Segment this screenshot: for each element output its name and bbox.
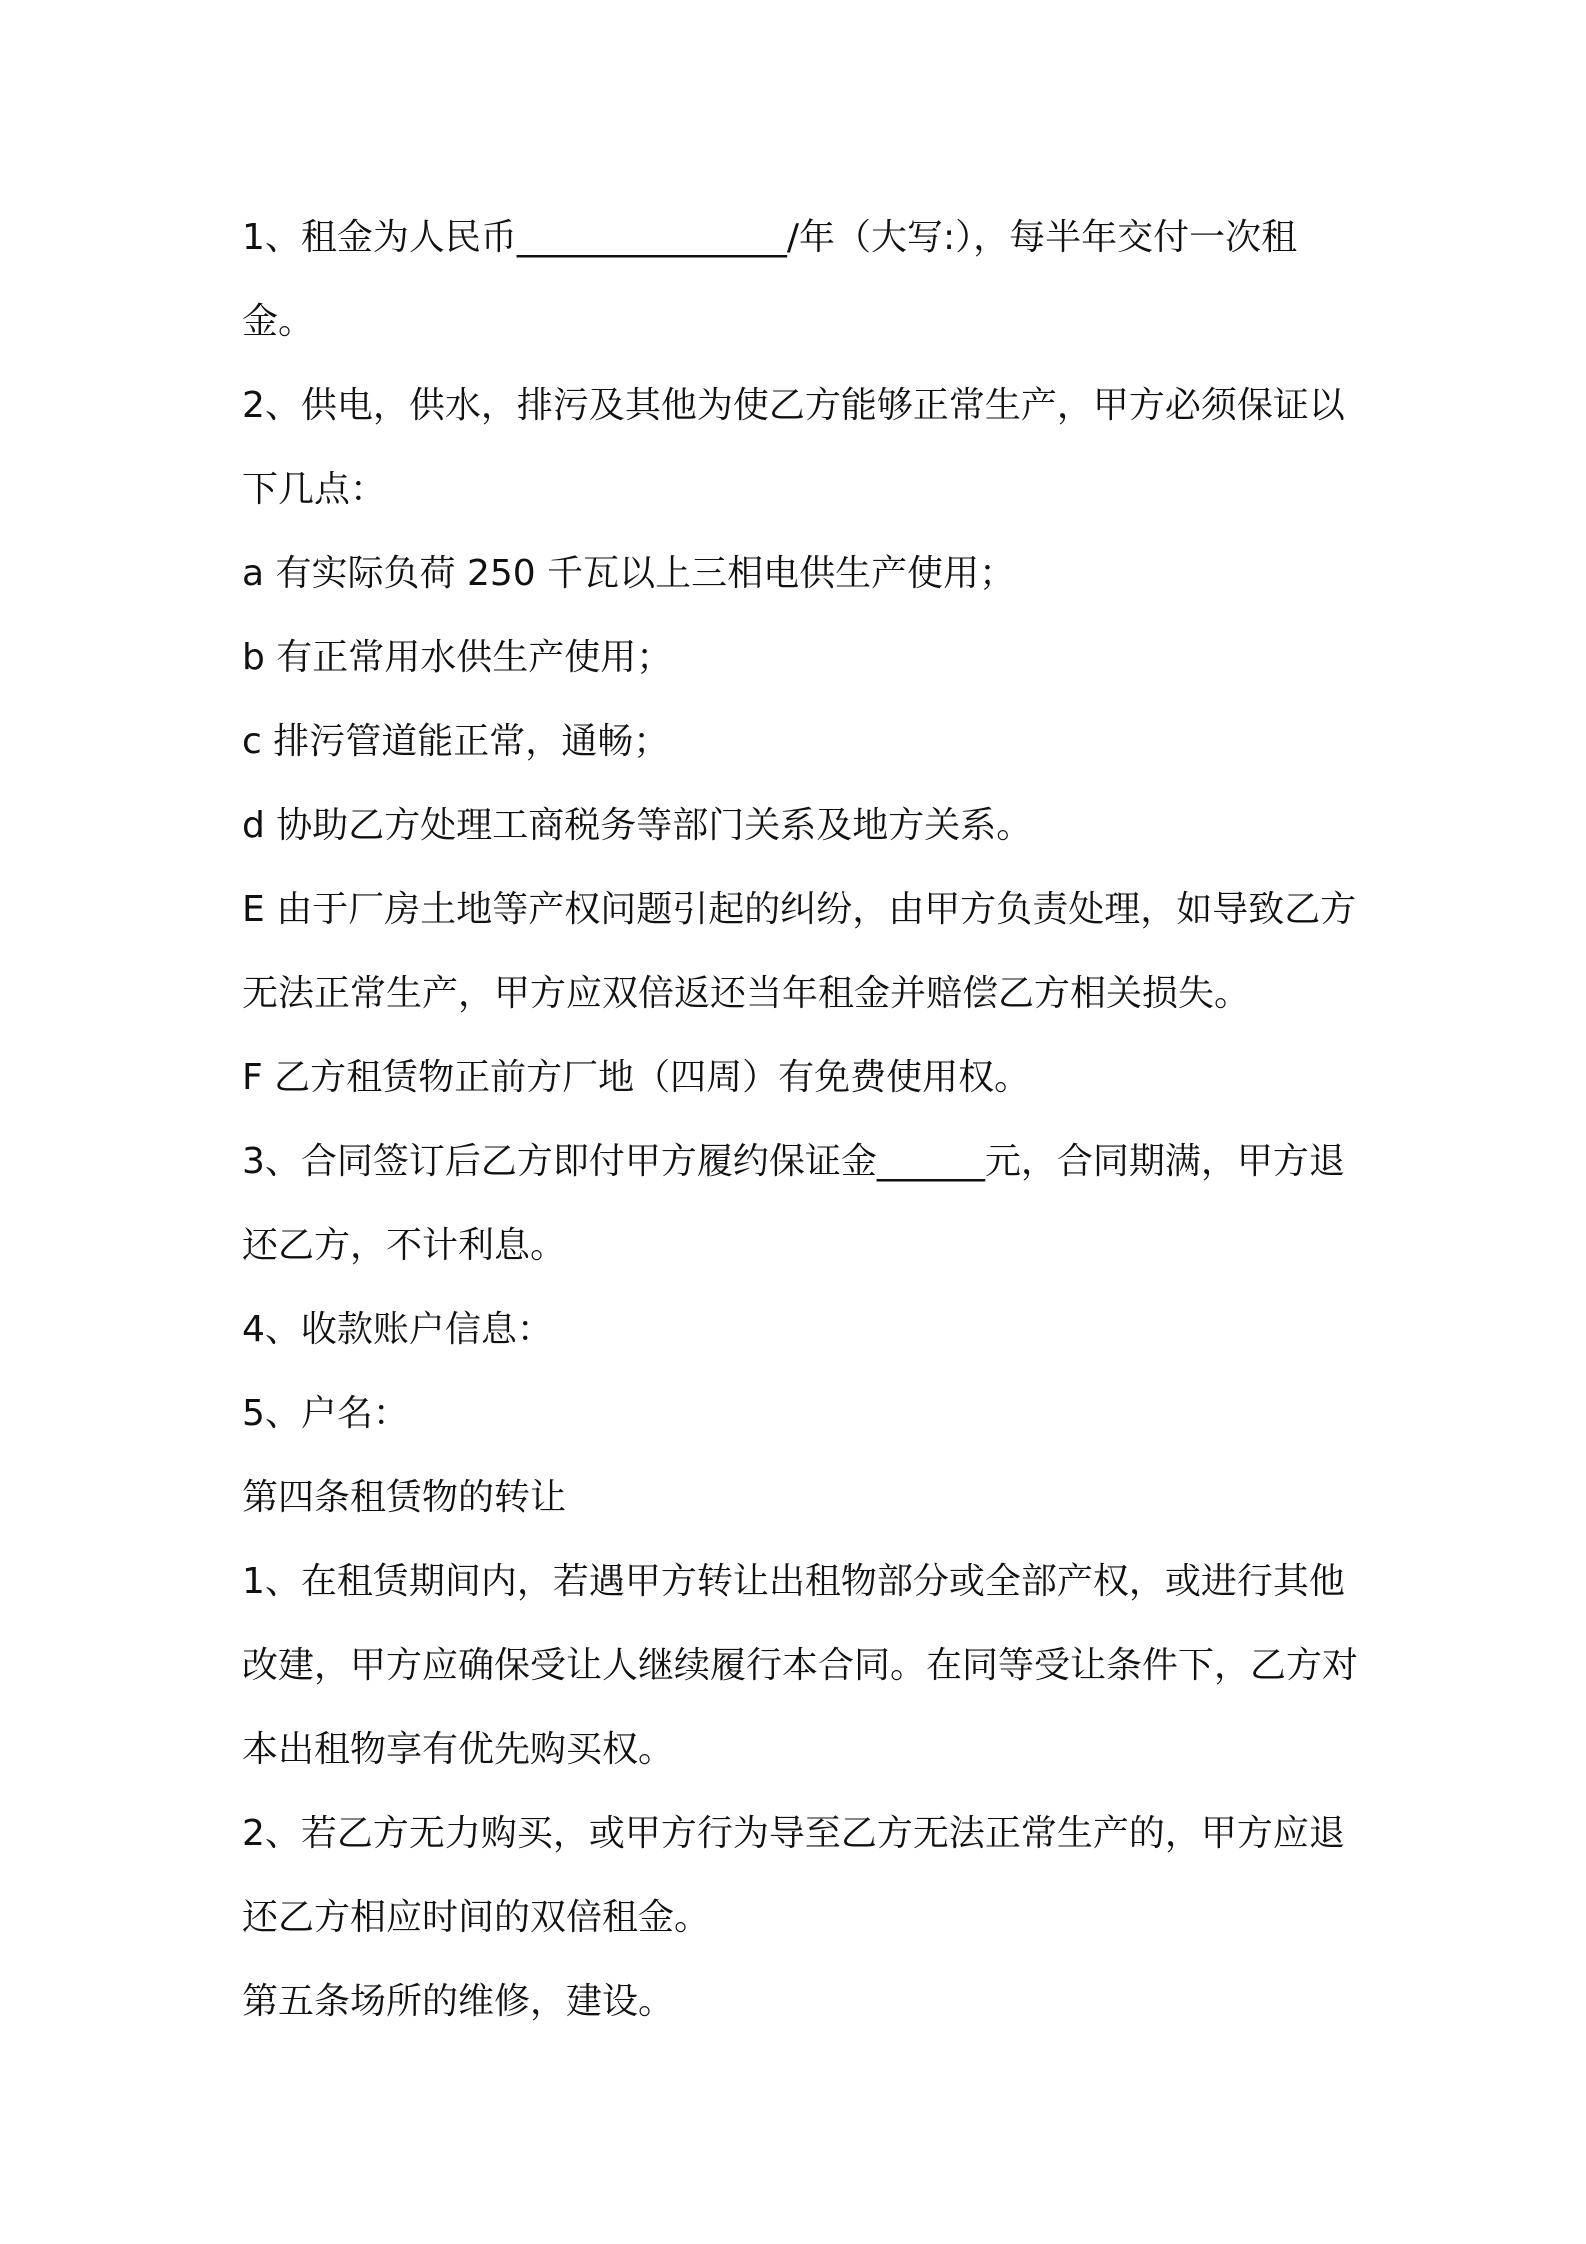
transfer-clause-one: 1、在租赁期间内，若遇甲方转让出租物部分或全部产权，或进行其他改建，甲方应确保受让人继续履行本合同。在同等受让条件下，乙方对本出租物享有优先购买权。 [242, 1561, 1359, 1770]
article-five-heading: 第五条场所的维修，建设。 [242, 1981, 675, 2022]
utilities-guarantee-paragraph: 2、供电，供水，排污及其他为使乙方能够正常生产，甲方必须保证以下几点： [242, 385, 1345, 510]
item-f-free-use: F 乙方租赁物正前方厂地（四周）有免费使用权。 [242, 1057, 1031, 1098]
account-name-paragraph: 5、户名： [242, 1393, 409, 1434]
item-e-property-disputes: E 由于厂房土地等产权问题引起的纠纷，由甲方负责处理，如导致乙方无法正常生产，甲方应双倍返还当年租金并赔偿乙方相关损失。 [242, 889, 1357, 1014]
item-b-water-supply: b 有正常用水供生产使用； [242, 637, 673, 678]
deposit-paragraph: 3、合同签订后乙方即付甲方履约保证金______元，合同期满，甲方退还乙方，不计利息。 [242, 1141, 1345, 1266]
article-four-heading: 第四条租赁物的转让 [242, 1477, 567, 1518]
account-info-paragraph: 4、收款账户信息： [242, 1309, 553, 1350]
item-c-drainage: c 排污管道能正常，通畅； [242, 721, 670, 762]
item-a-power-supply: a 有实际负荷 250 千瓦以上三相电供生产使用； [242, 553, 1016, 594]
item-d-relations: d 协助乙方处理工商税务等部门关系及地方关系。 [242, 805, 1033, 846]
document-body [242, 196, 1362, 2044]
rent-amount-paragraph: 1、租金为人民币_______________/年（大写:），每半年交付一次租金。 [242, 217, 1298, 342]
transfer-clause-two: 2、若乙方无力购买，或甲方行为导至乙方无法正常生产的，甲方应退还乙方相应时间的双倍租金。 [242, 1813, 1345, 1938]
